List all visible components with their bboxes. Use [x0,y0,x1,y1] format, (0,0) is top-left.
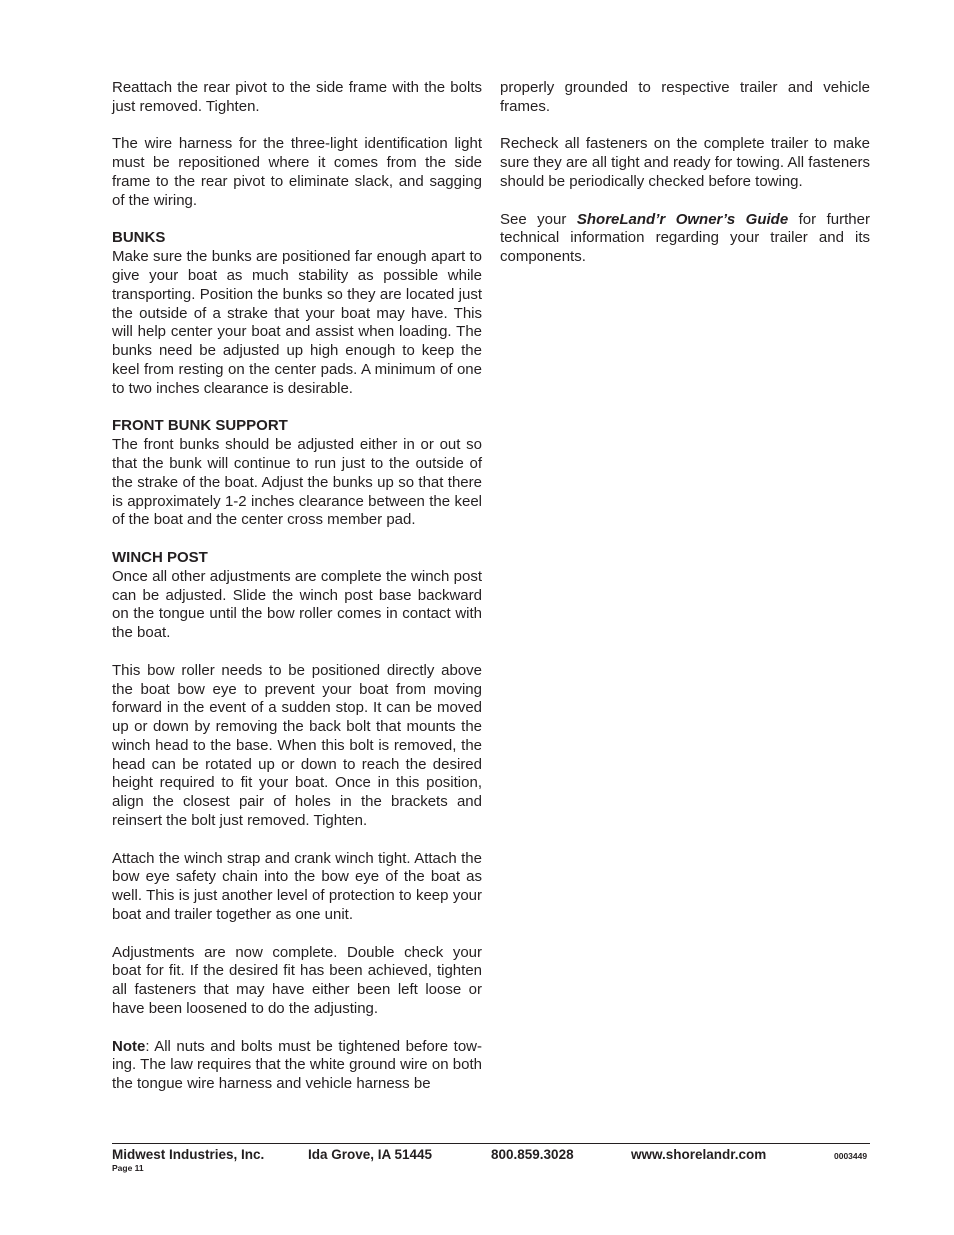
note-paragraph [112,1038,482,1094]
footer-doc-code: 0003449 [834,1151,868,1161]
adjustments-complete-paragraph: Adjustments are now complete. Double check your boat for fit. If the desired fit has been achieved, tighten all fasteners that may have either been left loose or have been loosened to do the adjusting. [112,943,482,1018]
winch-post-paragraph: Once all other adjustments are complete the winch post can be adjusted. Slide the winch post base backward on the tongue until the bow roller comes in contact with the boat. [112,567,482,642]
footer-rule [112,1143,870,1144]
footer-company: Midwest Industries, Inc. [112,1147,265,1162]
bow-roller-paragraph: This bow roller needs to be positioned directly above the boat bow eye to prevent your boat from moving forward in the event of a sudden stop. It can be moved up or down by removing the back bolt that mounts the winch head to the base. When this bolt is removed, the head can be rotated up or down to reach the desired height required to fit your boat. Once in this position, align the closest pair of holes in the brackets and reinsert the bolt just removed. Tighten. [112,661,482,830]
front-bunk-support-paragraph: The front bunks should be adjusted either in or out so that the bunk will continue to run just to the outside of the strake of the boat. Adjust the bunks up so that there is approximately 1-2 inches clearance between the keel of the boat and the center cross member pad. [112,436,482,529]
winch-post-heading: WINCH POST [112,548,208,566]
wire-harness-paragraph: The wire harness for the three-light identification light must be repositioned where it comes from the side frame to the rear pivot to eliminate slack, and sagging of the wiring. [112,135,482,209]
recheck-fasteners-paragraph: Recheck all fasteners on the complete trailer to make sure they are all tight and ready for towing. All fasteners should be periodically checked before towing. [500,135,870,190]
right-column [500,79,870,286]
front-bunk-support-heading: FRONT BUNK SUPPORT [112,417,288,435]
owners-guide-paragraph [500,211,870,267]
owners-guide-title: ShoreLand’r Owner’s Guide [576,210,789,228]
owners-guide-rest: for further technical information regarding your trailer and its components. [500,210,870,266]
rear-pivot-paragraph: Reattach the rear pivot to the side frame with the bolts just removed. Tighten. [112,79,482,115]
bunks-heading: BUNKS [112,229,166,247]
bunks-paragraph: Make sure the bunks are positioned far enough apart to give your boat as much stability as possible while transporting. Position the bunks so they are located just the outside of a strake that your boat may have. This will help center your boat and assist when loading. The bunks need be adjusted up high enough to keep the keel from resting on the center pads. A minimum of one to two inches clearance is desirable. [112,248,482,397]
footer-website: www.shorelandr.com [631,1147,767,1162]
note-text: : All nuts and bolts must be tightened before towing. The law requires that the white ground wire on both the tongue wire harness and vehicle harness be [112,1037,482,1093]
note-label: Note [112,1037,146,1055]
left-column [112,79,482,1113]
grounding-paragraph: properly grounded to respective trailer and vehicle frames. [500,79,870,115]
owners-guide-lead: See your [500,210,577,228]
footer-page-number: Page 11 [112,1163,144,1173]
footer-phone: 800.859.3028 [491,1147,574,1162]
winch-strap-paragraph: Attach the winch strap and crank winch tight. Attach the bow eye safety chain into the bow eye of the boat as well. This is just another level of protection to keep your boat and trailer together as one unit. [112,849,482,924]
footer-city: Ida Grove, IA 51445 [308,1147,433,1162]
